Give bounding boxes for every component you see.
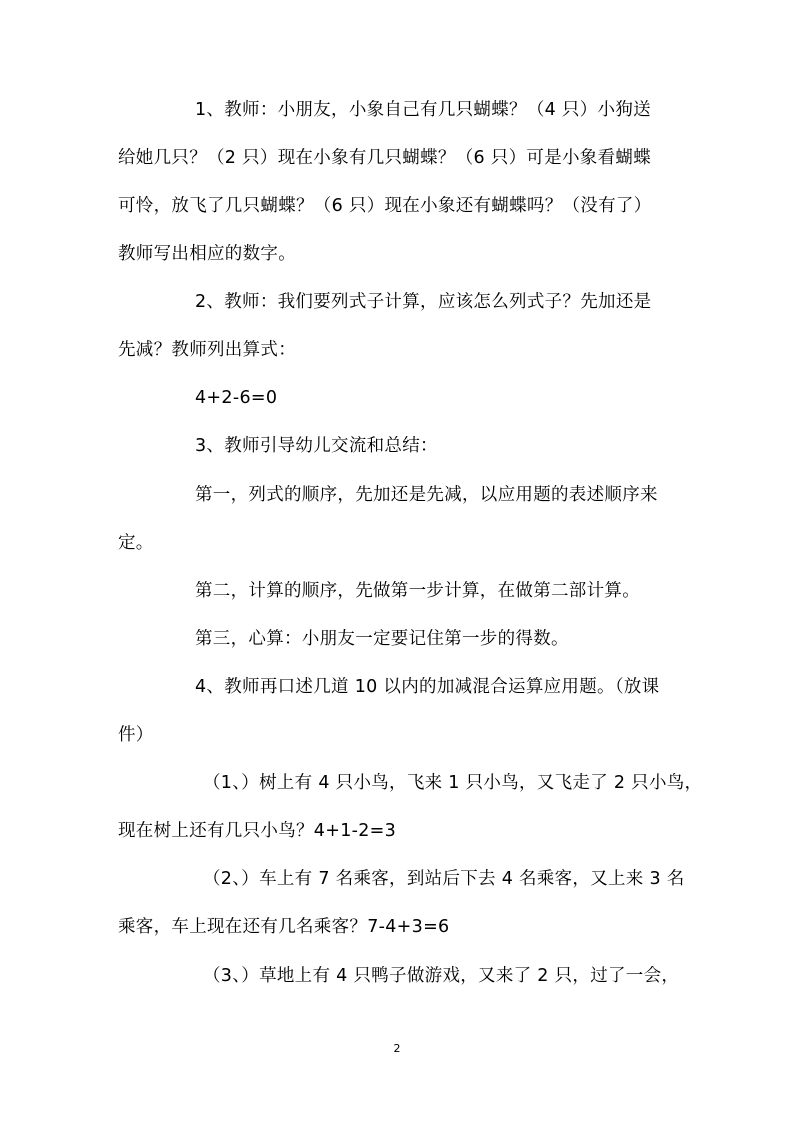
example-line: （3、）草地上有 4 只鸭子做游戏，又来了 2 只，过了一会， (203, 966, 680, 986)
paragraph-line: 先减？教师列出算式： (118, 340, 296, 360)
paragraph-line: 3、教师引导幼儿交流和总结： (195, 436, 438, 456)
paragraph-line: 2、教师：我们要列式子计算，应该怎么列式子？先加还是 (195, 292, 652, 312)
paragraph-line: 教师写出相应的数字。 (118, 244, 296, 264)
paragraph-line: 第二，计算的顺序，先做第一步计算，在做第二部计算。 (195, 581, 640, 601)
paragraph-line: 可怜，放飞了几只蝴蝶？（6 只）现在小象还有蝴蝶吗？（没有了） (118, 196, 652, 216)
example-line: 现在树上还有几只小鸟？4+1-2=3 (118, 821, 397, 841)
paragraph-line: 件） (118, 725, 154, 745)
example-line: 乘客，车上现在还有几名乘客？7-4+3=6 (118, 917, 450, 937)
page-number: 2 (393, 1042, 401, 1055)
paragraph-line: 第一，列式的顺序，先加还是先减，以应用题的表述顺序来 (195, 485, 658, 505)
example-line: （2、）车上有 7 名乘客，到站后下去 4 名乘客，又上来 3 名 (203, 869, 685, 889)
paragraph-line: 第三，心算：小朋友一定要记住第一步的得数。 (195, 629, 569, 649)
example-line: （1、）树上有 4 只小鸟，飞来 1 只小鸟，又飞走了 2 只小鸟， (203, 773, 703, 793)
paragraph-line: 1、教师：小朋友，小象自己有几只蝴蝶？（4 只）小狗送 (195, 100, 651, 120)
paragraph-line: 给她几只？（2 只）现在小象有几只蝴蝶？（6 只）可是小象看蝴蝶 (118, 148, 651, 168)
formula-line: 4+2-6=0 (195, 388, 278, 408)
paragraph-line: 定。 (118, 533, 154, 553)
paragraph-line: 4、教师再口述几道 10 以内的加减混合运算应用题。（放课 (195, 677, 660, 697)
